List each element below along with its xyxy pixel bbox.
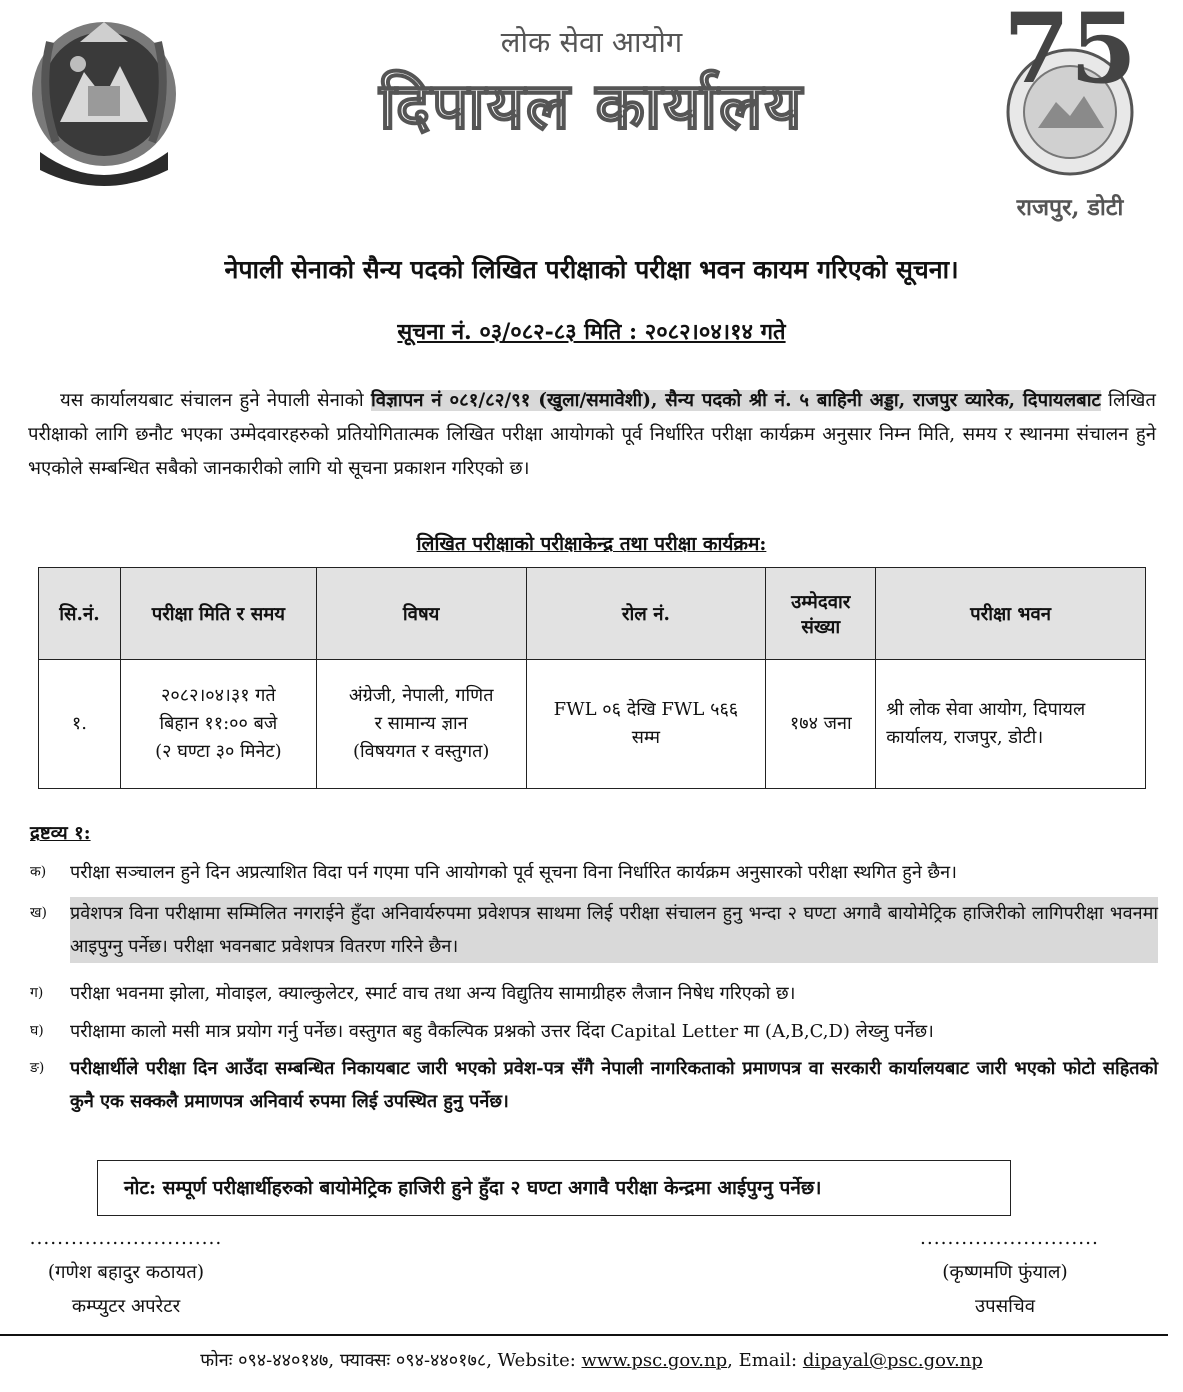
column-header: उम्मेदवार संख्या [766, 568, 876, 660]
note-text: परीक्षा भवनमा झोला, मोवाइल, क्याल्कुलेटर, स्मार्ट वाच तथा अन्य विद्युतिय सामाग्रीहरु लैजान निषेध गरिएको छ। [70, 983, 796, 1004]
roll-suffix: सम्म [631, 727, 661, 748]
intro-paragraph [28, 384, 1156, 486]
duration-line: (२ घण्टा ३० मिनेट) [155, 741, 282, 762]
note-marker: ख) [30, 905, 47, 921]
notice-ref-text: सूचना नं. ०३/०८२-८३ मिति : २०८२।०४।१४ गते [397, 319, 786, 345]
subject-line: (विषयगत र वस्तुगत) [352, 741, 490, 762]
note-item [30, 1015, 1158, 1048]
footer-divider [0, 1334, 1168, 1336]
exam-schedule-table [38, 567, 1146, 789]
date-line: २०८२।०४।३१ गते [161, 685, 276, 706]
intro-part1: यस कार्यालयबाट संचालन हुने नेपाली सेनाको [60, 390, 371, 411]
anniversary-seal-icon [990, 2, 1150, 182]
note-marker: क) [30, 864, 47, 880]
contact-text: फोनः ०९४-४४०१४७, फ्याक्सः ०९४-४४०१७८, Website: [200, 1350, 582, 1371]
subject-cell [316, 660, 526, 789]
notice-title: नेपाली सेनाको सैन्य पदको लिखित परीक्षाको परीक्षा भवन कायम गरिएको सूचना। [224, 255, 959, 284]
note-item [30, 1052, 1158, 1118]
note-marker: ग) [30, 985, 44, 1001]
column-header: परीक्षा भवन [876, 568, 1146, 660]
column-header: सि.नं. [39, 568, 121, 660]
date-time-cell [120, 660, 316, 789]
note-marker: घ) [30, 1023, 44, 1039]
intro-highlight: विज्ञापन नं ०८१/८२/९१ (खुला/समावेशी), सैन्य पदको श्री नं. ५ बाहिनी अड्डा, राजपुर व्यारेक, दिपायलबाट [370, 390, 1101, 411]
org-subtitle: लोक सेवा आयोग [500, 25, 683, 59]
signatory-name: (कृष्णमणि फुंयाल) [942, 1262, 1068, 1283]
footer-contact [0, 1348, 1183, 1372]
signatory-name: (गणेश बहादुर कठायत) [47, 1262, 205, 1283]
office-title: दिपायल कार्यालय [379, 69, 804, 144]
website-link[interactable]: www.psc.gov.np [581, 1350, 728, 1371]
note-text: प्रवेशपत्र विना परीक्षामा सम्मिलित नगराईने हुँदा अनिवार्यरुपमा प्रवेशपत्र साथमा लिई परीक्षा संचालन हुनु भन्दा २ घण्टा अगावै बायोमेट्रिक हाजिरीको लागिपरीक्षा भवनमा आइपुग्नु पर्नेछ। परीक्षा भवनबाट प्रवेशपत्र वितरण गरिने छैन। [70, 897, 1158, 963]
note-text: परीक्षार्थीले परीक्षा दिन आउँदा सम्बन्धित निकायबाट जारी भएको प्रवेश-पत्र सँगै नेपाली नागरिकताको प्रमाणपत्र वा सरकारी कार्यालयबाट जारी भएको फोटो सहितको कुनै एक सक्कलै प्रमाणपत्र अनिवार्य रुपमा लिई उपस्थित हुनु पर्नेछ। [70, 1058, 1158, 1112]
column-header: विषय [316, 568, 526, 660]
schedule-heading [0, 530, 1183, 556]
note-marker: ङ) [30, 1060, 45, 1076]
notice-reference [0, 316, 1183, 346]
intro-part2: लिखित परीक्षाको लागि छनौट भएका उम्मेदवारहरुको प्रतियोगितात्मक लिखित परीक्षा आयोगको पूर्व निर्धारित परीक्षा कार्यक्रम अनुसार निम्न मिति, समय र स्थानमा संचालन हुने भएकोले सम्बन्धित सबैको जानकारीको लागि यो सूचना प्रकाशन गरिएको छ। [28, 390, 1156, 479]
time-line: बिहान ११:०० बजे [159, 713, 278, 734]
office-location: राजपुर, डोटी [1016, 194, 1124, 221]
venue-cell [876, 660, 1146, 789]
subject-line: र सामान्य ज्ञान [374, 713, 468, 734]
roll-range: FWL ०६ देखि FWL ५६६ [553, 699, 739, 720]
signature-line: .......................... [920, 1228, 1099, 1249]
note-text: परीक्षामा कालो मसी मात्र प्रयोग गर्नु पर्नेछ। वस्तुगत बहु वैकल्पिक प्रश्नको उत्तर दिंदा Capital Letter मा (A,B,C,D) लेख्नु पर्नेछ। [70, 1021, 934, 1042]
note-item [30, 856, 1158, 889]
note-item [30, 897, 1158, 963]
serial-cell: १. [39, 660, 121, 789]
table-row [39, 660, 1146, 789]
signatory-title: उपसचिव [975, 1296, 1035, 1317]
column-header: परीक्षा मिति र समय [120, 568, 316, 660]
signature-block-left [16, 1222, 236, 1324]
notes-heading: द्रष्टव्य १: [30, 823, 91, 844]
signature-line: ............................ [29, 1228, 223, 1249]
note-text: परीक्षा सञ्चालन हुने दिन अप्रत्याशित विदा पर्न गएमा पनि आयोगको पूर्व सूचना विना निर्धारित कार्यक्रम अनुसारको परीक्षा स्थगित हुने छैन। [70, 862, 957, 883]
email-label: , Email: [727, 1350, 803, 1371]
signatory-title: कम्प्युटर अपरेटर [71, 1296, 181, 1317]
note-item [30, 977, 1158, 1010]
email-link[interactable]: dipayal@psc.gov.np [802, 1350, 983, 1371]
important-note-box: नोट: सम्पूर्ण परीक्षार्थीहरुको बायोमेट्रिक हाजिरी हुने हुँदा २ घण्टा अगावै परीक्षा केन्द्रमा आईपुग्नु पर्नेछ। [97, 1160, 1011, 1216]
table-header-row [39, 568, 1146, 660]
venue-line: श्री लोक सेवा आयोग, दिपायल [886, 699, 1086, 720]
column-header: रोल नं. [526, 568, 766, 660]
venue-line: कार्यालय, राजपुर, डोटी। [886, 727, 1044, 748]
schedule-heading-text: लिखित परीक्षाको परीक्षाकेन्द्र तथा परीक्षा कार्यक्रम: [416, 533, 767, 555]
subject-line: अंग्रेजी, नेपाली, गणित [348, 685, 494, 706]
candidate-count-cell: १७४ जना [766, 660, 876, 789]
signature-block-right [920, 1222, 1099, 1324]
anniversary-number: 75 [1003, 2, 1137, 105]
roll-number-cell [526, 660, 766, 789]
